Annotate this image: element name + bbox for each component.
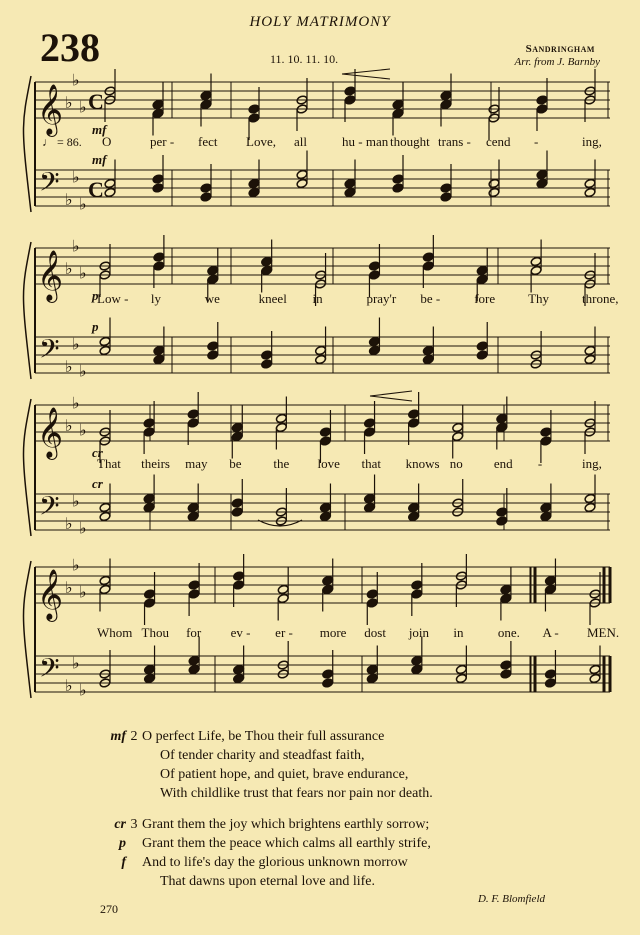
lyric-syllable: that xyxy=(361,456,382,471)
hairpin xyxy=(342,69,390,79)
lyric-syllable: be xyxy=(229,456,242,471)
note-head xyxy=(540,436,552,446)
note-head xyxy=(440,183,452,193)
note-head xyxy=(536,95,548,105)
dynamic-marking: p xyxy=(92,319,99,334)
lyric-syllable: cend xyxy=(486,134,511,149)
note-head xyxy=(530,256,542,266)
note-head xyxy=(277,584,289,594)
note-head xyxy=(540,427,552,437)
lyric-syllable: knows xyxy=(405,456,440,471)
note-head xyxy=(207,265,219,275)
note-head xyxy=(144,664,156,674)
note-head xyxy=(99,345,111,355)
note-head xyxy=(200,192,212,202)
note-head xyxy=(152,99,164,109)
note-head xyxy=(408,511,420,521)
note-head xyxy=(99,336,111,346)
treble-clef: 𝄞 xyxy=(37,250,64,301)
note-head xyxy=(233,571,245,581)
section-title: HOLY MATRIMONY xyxy=(249,14,391,30)
lyric-syllable: Thou xyxy=(141,625,169,640)
note-head xyxy=(143,418,155,428)
verse-text: Grant them the peace which calms all earthly strife, xyxy=(142,836,431,851)
note-head xyxy=(231,422,243,432)
lyric-syllable: ly xyxy=(150,291,162,306)
verse-number: 3 xyxy=(130,817,138,832)
key-flat: ♭ xyxy=(72,655,80,673)
note-head xyxy=(261,256,273,266)
lyric-syllable: be - xyxy=(420,291,441,306)
note-head xyxy=(452,431,464,441)
verse-dynamic: cr xyxy=(114,817,126,832)
lyric-syllable: ing, xyxy=(582,134,602,149)
note-head xyxy=(188,655,200,665)
lyric-syllable: MEN. xyxy=(587,625,620,640)
lyric-syllable: love xyxy=(317,456,340,471)
verse-line xyxy=(100,815,433,834)
lyric-syllable: all xyxy=(294,134,307,149)
note-head xyxy=(536,178,548,188)
note-head xyxy=(584,493,596,503)
note-head xyxy=(500,660,512,670)
note-head xyxy=(476,265,488,275)
key-flat: ♭ xyxy=(65,260,73,278)
note-head xyxy=(315,345,327,355)
tempo-marking: ♩ = 86. xyxy=(42,135,82,149)
treble-clef: 𝄞 xyxy=(37,407,64,458)
note-head xyxy=(530,265,542,275)
note-head xyxy=(231,498,243,508)
verse-text: Of patient hope, and quiet, brave endurance, xyxy=(160,767,409,782)
lyric-syllable: fore xyxy=(474,291,496,306)
lyric-syllable: kneel xyxy=(258,291,287,306)
note-head xyxy=(104,187,116,197)
note-head xyxy=(364,493,376,503)
note-head xyxy=(99,511,111,521)
note-head xyxy=(344,86,356,96)
lyric-syllable: for xyxy=(186,625,202,640)
note-head xyxy=(392,108,404,118)
note-head xyxy=(320,436,332,446)
note-head xyxy=(344,95,356,105)
note-head xyxy=(440,90,452,100)
note-head xyxy=(144,673,156,683)
hairpin xyxy=(370,391,412,401)
note-head xyxy=(104,178,116,188)
key-flat: ♭ xyxy=(79,584,87,602)
verse-line xyxy=(100,834,433,853)
note-head xyxy=(188,664,200,674)
note-head xyxy=(296,178,308,188)
key-flat: ♭ xyxy=(72,336,80,354)
key-flat: ♭ xyxy=(79,682,87,700)
verse-line xyxy=(100,872,433,891)
note-head xyxy=(188,589,200,599)
note-head xyxy=(411,580,423,590)
note-head xyxy=(589,664,601,674)
lyric-syllable: dost xyxy=(364,625,386,640)
note-head xyxy=(545,678,557,688)
note-head xyxy=(261,359,273,369)
note-head xyxy=(207,341,219,351)
dynamic-marking: cr xyxy=(92,445,103,460)
note-head xyxy=(187,511,199,521)
verse-line xyxy=(100,853,433,872)
brace xyxy=(24,561,32,698)
meter: 11. 10. 11. 10. xyxy=(270,52,339,66)
arranger: Arr. from J. Barnby xyxy=(514,56,600,68)
lyric-syllable: end xyxy=(493,456,513,471)
note-head xyxy=(296,169,308,179)
note-head xyxy=(322,678,334,688)
verse-line xyxy=(100,727,433,746)
note-head xyxy=(275,413,287,423)
note-head xyxy=(536,104,548,114)
verse-dynamic: mf xyxy=(110,729,126,744)
lyric-syllable: - xyxy=(537,456,543,471)
lyric-syllable: - xyxy=(534,134,539,149)
note-head xyxy=(584,178,596,188)
lyric-syllable: Low - xyxy=(97,291,129,306)
note-head xyxy=(364,418,376,428)
note-head xyxy=(476,274,488,284)
note-head xyxy=(152,108,164,118)
verse-line xyxy=(100,746,433,765)
note-head xyxy=(200,183,212,193)
note-head xyxy=(440,99,452,109)
key-flat: ♭ xyxy=(72,493,80,511)
note-head xyxy=(153,252,165,262)
note-head xyxy=(536,169,548,179)
note-head xyxy=(322,669,334,679)
note-head xyxy=(143,502,155,512)
note-head xyxy=(344,178,356,188)
note-head xyxy=(408,502,420,512)
note-head xyxy=(188,580,200,590)
note-head xyxy=(366,673,378,683)
note-head xyxy=(207,350,219,360)
lyric-syllable: thought xyxy=(390,134,430,149)
note-head xyxy=(187,409,199,419)
verses-block xyxy=(100,727,433,891)
verse-dynamic: p xyxy=(119,836,126,851)
note-head xyxy=(392,183,404,193)
note-head xyxy=(411,589,423,599)
key-flat: ♭ xyxy=(65,94,73,112)
note-head xyxy=(589,673,601,683)
time-signature: C xyxy=(88,89,104,114)
verse-text: With childlike trust that fears nor pain nor death. xyxy=(160,786,433,801)
note-head xyxy=(408,409,420,419)
note-head xyxy=(231,507,243,517)
note-head xyxy=(392,174,404,184)
note-head xyxy=(452,422,464,432)
note-head xyxy=(99,502,111,512)
note-head xyxy=(320,502,332,512)
note-head xyxy=(476,350,488,360)
treble-clef: 𝄞 xyxy=(37,84,64,135)
lyric-syllable: pray'r xyxy=(366,291,397,306)
lyric-syllable: hu - man xyxy=(342,134,389,149)
note-head xyxy=(143,493,155,503)
note-head xyxy=(369,345,381,355)
lyric-syllable: Whom xyxy=(97,625,133,640)
note-head xyxy=(500,669,512,679)
bass-clef: 𝄢 xyxy=(39,652,60,690)
treble-clef: 𝄞 xyxy=(37,569,64,620)
note-head xyxy=(233,664,245,674)
note-head xyxy=(500,593,512,603)
note-head xyxy=(153,345,165,355)
note-head xyxy=(143,427,155,437)
note-head xyxy=(584,187,596,197)
lyric-syllable: ev - xyxy=(230,625,251,640)
key-flat: ♭ xyxy=(65,417,73,435)
verse-text: And to life's day the glorious unknown morrow xyxy=(142,855,408,870)
bass-clef: 𝄢 xyxy=(39,166,60,204)
brace xyxy=(24,399,32,536)
verse-text: That dawns upon eternal love and life. xyxy=(160,874,375,889)
note-head xyxy=(99,575,111,585)
bass-clef: 𝄢 xyxy=(39,333,60,371)
note-head xyxy=(422,345,434,355)
note-head xyxy=(364,427,376,437)
note-head xyxy=(540,511,552,521)
note-head xyxy=(488,187,500,197)
lyric-syllable: theirs xyxy=(141,456,170,471)
key-flat: ♭ xyxy=(79,520,87,538)
verse-number: 2 xyxy=(130,729,138,744)
note-head xyxy=(261,350,273,360)
key-flat: ♭ xyxy=(65,677,73,695)
brace xyxy=(24,76,32,212)
note-head xyxy=(200,99,212,109)
dynamic-marking: cr xyxy=(92,476,103,491)
note-head xyxy=(366,598,378,608)
note-head xyxy=(233,673,245,683)
tune-name: Sandringham xyxy=(525,43,595,55)
dynamic-marking: mf xyxy=(92,122,107,137)
note-head xyxy=(231,431,243,441)
key-flat: ♭ xyxy=(72,72,80,90)
note-head xyxy=(440,192,452,202)
note-head xyxy=(364,502,376,512)
lyric-syllable: in xyxy=(453,625,464,640)
time-signature: C xyxy=(88,177,104,202)
note-head xyxy=(545,575,557,585)
lyric-syllable: may xyxy=(185,456,208,471)
note-head xyxy=(392,99,404,109)
hymn-number: 238 xyxy=(40,25,100,70)
note-head xyxy=(496,422,508,432)
lyric-syllable: join xyxy=(408,625,430,640)
note-head xyxy=(369,270,381,280)
lyric-syllable: trans - xyxy=(438,134,471,149)
note-head xyxy=(322,584,334,594)
verse xyxy=(100,727,433,803)
lyric-syllable: throne, xyxy=(582,291,619,306)
note-head xyxy=(545,584,557,594)
note-head xyxy=(320,511,332,521)
verse-line xyxy=(100,784,433,803)
note-head xyxy=(488,178,500,188)
note-head xyxy=(411,664,423,674)
note-head xyxy=(275,422,287,432)
note-head xyxy=(408,418,420,428)
note-head xyxy=(187,418,199,428)
bass-clef: 𝄢 xyxy=(39,490,60,528)
lyric-syllable: in xyxy=(312,291,323,306)
key-flat: ♭ xyxy=(79,99,87,117)
key-flat: ♭ xyxy=(79,363,87,381)
key-flat: ♭ xyxy=(72,238,80,256)
note-head xyxy=(545,669,557,679)
lyric-syllable: Love, xyxy=(246,134,276,149)
lyric-syllable: ing, xyxy=(582,456,602,471)
verse-dynamic: f xyxy=(121,855,126,870)
lyric-syllable: er - xyxy=(275,625,293,640)
note-head xyxy=(261,265,273,275)
note-head xyxy=(411,655,423,665)
note-head xyxy=(144,598,156,608)
page-number: 270 xyxy=(100,902,118,916)
note-head xyxy=(455,664,467,674)
note-head xyxy=(496,413,508,423)
note-head xyxy=(344,187,356,197)
note-head xyxy=(369,261,381,271)
key-flat: ♭ xyxy=(65,579,73,597)
dynamic-marking: p xyxy=(92,288,99,303)
note-head xyxy=(422,252,434,262)
note-head xyxy=(496,507,508,517)
note-head xyxy=(584,502,596,512)
note-head xyxy=(248,104,260,114)
note-head xyxy=(422,354,434,364)
key-flat: ♭ xyxy=(65,191,73,209)
note-head xyxy=(422,261,434,271)
note-head xyxy=(369,336,381,346)
lyric-syllable: That xyxy=(97,456,121,471)
verse-line xyxy=(100,765,433,784)
note-head xyxy=(233,580,245,590)
lyric-syllable: the xyxy=(273,456,290,471)
key-flat: ♭ xyxy=(72,169,80,187)
note-head xyxy=(496,516,508,526)
note-head xyxy=(187,502,199,512)
note-head xyxy=(200,90,212,100)
note-head xyxy=(366,589,378,599)
note-head xyxy=(476,341,488,351)
note-head xyxy=(152,174,164,184)
verse-text: Grant them the joy which brightens earthly sorrow; xyxy=(142,817,430,832)
key-flat: ♭ xyxy=(79,422,87,440)
lyric-syllable: O xyxy=(102,134,112,149)
key-flat: ♭ xyxy=(79,265,87,283)
verse xyxy=(100,815,433,891)
note-head xyxy=(366,664,378,674)
note-head xyxy=(248,178,260,188)
note-head xyxy=(315,354,327,364)
lyric-syllable: one. xyxy=(497,625,520,640)
note-head xyxy=(248,187,260,197)
note-head xyxy=(144,589,156,599)
dynamic-marking: mf xyxy=(92,152,107,167)
note-head xyxy=(248,113,260,123)
note-head xyxy=(584,354,596,364)
note-head xyxy=(500,584,512,594)
key-flat: ♭ xyxy=(72,395,80,413)
note-head xyxy=(320,427,332,437)
note-head xyxy=(455,673,467,683)
key-flat: ♭ xyxy=(65,515,73,533)
key-flat: ♭ xyxy=(65,358,73,376)
verse-text: Of tender charity and steadfast faith, xyxy=(160,748,365,763)
note-head xyxy=(153,261,165,271)
key-flat: ♭ xyxy=(72,557,80,575)
key-flat: ♭ xyxy=(79,196,87,214)
note-head xyxy=(584,345,596,355)
lyric-syllable: A - xyxy=(542,625,559,640)
lyric-syllable: fect xyxy=(198,134,218,149)
note-head xyxy=(540,502,552,512)
lyric-syllable: per - xyxy=(150,134,175,149)
note-head xyxy=(322,575,334,585)
lyric-syllable: more xyxy=(319,625,347,640)
lyric-syllable: Thy xyxy=(528,291,550,306)
note-head xyxy=(152,183,164,193)
lyric-syllable: we xyxy=(204,291,220,306)
note-head xyxy=(207,274,219,284)
brace xyxy=(24,242,32,379)
verse-text: O perfect Life, be Thou their full assurance xyxy=(142,729,385,744)
note-head xyxy=(277,593,289,603)
note-head xyxy=(99,584,111,594)
note-head xyxy=(153,354,165,364)
lyric-syllable: no xyxy=(449,456,463,471)
author: D. F. Blomfield xyxy=(477,893,545,905)
